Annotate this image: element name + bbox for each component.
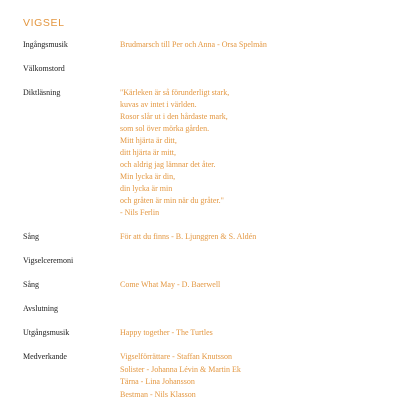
row-value: För att du finns - B. Ljunggren & S. Aldén <box>120 232 257 241</box>
row-label: Sång <box>23 280 39 289</box>
row-label: Sång <box>23 232 39 241</box>
poem-line: Rosor slår ut i den hårdaste mark, <box>120 112 228 121</box>
poem-line: och aldrig jag lämnar det åter. <box>120 160 216 169</box>
participant-line: Vigselförrättare - Staffan Knutsson <box>120 352 233 361</box>
poem-line: som sol över mörka gården. <box>120 124 210 133</box>
poem-line: ditt hjärta är mitt, <box>120 148 176 157</box>
poem-line: och gråten är min när du gråter." <box>120 196 224 205</box>
poem-line: "Kärleken är så förunderligt stark, <box>120 88 230 97</box>
row-label: Vigselceremoni <box>23 256 74 265</box>
row-value: Happy together - The Turtles <box>120 328 213 337</box>
poem-text <box>120 87 400 219</box>
row-label: Ingångsmusik <box>23 40 68 49</box>
row-label: Utgångsmusik <box>23 328 70 337</box>
row-value: Brudmarsch till Per och Anna - Orsa Spelmän <box>120 40 267 49</box>
poem-line: Mitt hjärta är ditt, <box>120 136 177 145</box>
row-value: Come What May - D. Baerwell <box>120 280 221 289</box>
row-label: Avslutning <box>23 304 58 313</box>
participant-line: Solister - Johanna Lévin & Martin Ek <box>120 364 241 374</box>
row-label: Diktläsning <box>23 88 61 97</box>
participant-line: Tärna - Lina Johansson <box>120 377 195 386</box>
poem-line: kuvas av intet i världen. <box>120 100 197 109</box>
poem-line: Min lycka är din, <box>120 172 176 181</box>
poem-author: - Nils Ferlin <box>120 208 160 217</box>
row-label: Välkomstord <box>23 64 65 73</box>
program-heading: VIGSEL <box>23 17 65 29</box>
participants-list <box>120 351 400 401</box>
poem-line: din lycka är min <box>120 184 173 193</box>
row-label: Medverkande <box>23 352 67 361</box>
participant-line: Bestman - Nils Klasson <box>120 389 196 399</box>
